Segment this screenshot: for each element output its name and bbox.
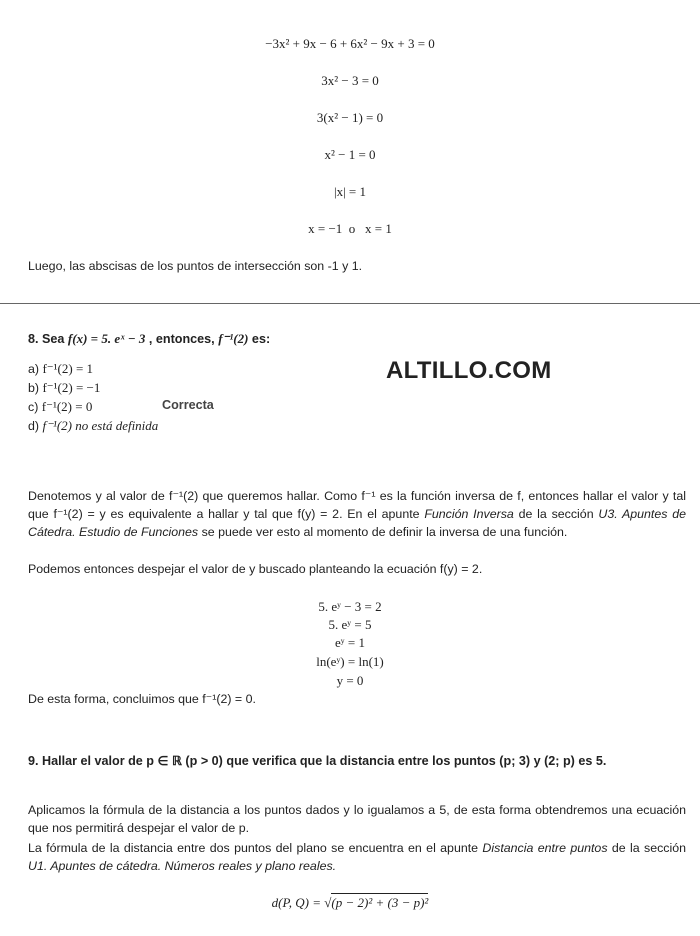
explanation-paragraph: Aplicamos la fórmula de la distancia a los puntos dados y lo igualamos a 5, de esta forma obtendremos una ecuación que nos permitirá despejar el valor de p.: [28, 803, 686, 835]
equation-line: ln(eʸ) = ln(1): [316, 654, 384, 669]
equation-line: y = 0: [336, 673, 364, 688]
equation-line: −3x² + 9x − 6 + 6x² − 9x + 3 = 0: [265, 36, 435, 51]
sqrt-radicand: (p − 2)² + (3 − p)²: [331, 895, 429, 910]
conclusion-text: Luego, las abscisas de los puntos de intersección son -1 y 1.: [28, 259, 363, 273]
inverse-expression: f⁻¹(2): [218, 331, 249, 346]
question-8-title: 8. Sea f(x) = 5. eˣ − 3 , entonces, f⁻¹(2) es:: [28, 331, 271, 346]
equation-line: eʸ = 1: [335, 635, 365, 650]
distance-formula: d(P, Q) = √(p − 2)² + (3 − p)²: [271, 895, 429, 910]
equation-line: 5. eʸ = 5: [328, 617, 372, 632]
sqrt-icon: √: [324, 895, 332, 910]
option-c: c) f⁻¹(2) = 0: [28, 399, 93, 414]
correct-answer-label: Correcta: [162, 398, 214, 412]
equation-line: |x| = 1: [333, 184, 367, 199]
explanation-paragraph-2: Podemos entonces despejar el valor de y buscado planteando la ecuación f(y) = 2.: [28, 562, 483, 576]
function-definition: f(x) = 5. eˣ − 3: [67, 331, 146, 346]
equation-line: 5. eʸ − 3 = 2: [318, 599, 382, 614]
watermark: ALTILLO.COM: [386, 357, 552, 384]
option-b: b) f⁻¹(2) = −1: [28, 380, 101, 395]
equation-line: x = −1 o x = 1: [308, 221, 392, 236]
explanation-paragraph: Denotemos y al valor de f⁻¹(2) que queremos hallar. Como f⁻¹ es la función inversa de f, entonces hallar el valor y tal que f⁻¹(2) = y es equivalente a hallar y tal que f(y) = 2. En el apunte Función Inversa de la sección U3. Apuntes de Cátedra. Estudio de Funciones se puede ver esto al momento de definir la inversa de una función.: [28, 489, 686, 539]
question-9-title: 9. Hallar el valor de p ∈ ℝ (p > 0) que verifica que la distancia entre los puntos (p; 3) y (2; p) es 5.: [28, 754, 607, 768]
option-d: d) f⁻¹(2) no está definida: [28, 418, 159, 433]
equation-line: x² − 1 = 0: [324, 147, 376, 162]
equation-line: 3x² − 3 = 0: [321, 73, 379, 88]
option-a: a) f⁻¹(2) = 1: [28, 361, 94, 376]
equation-line: 3(x² − 1) = 0: [316, 110, 384, 125]
section-divider: [0, 303, 700, 304]
explanation-paragraph-2: La fórmula de la distancia entre dos puntos del plano se encuentra en el apunte Distancia entre puntos de la sección U1. Apuntes de cátedra. Números reales y plano reales.: [28, 841, 687, 873]
conclusion-text: De esta forma, concluimos que f⁻¹(2) = 0.: [28, 692, 256, 706]
